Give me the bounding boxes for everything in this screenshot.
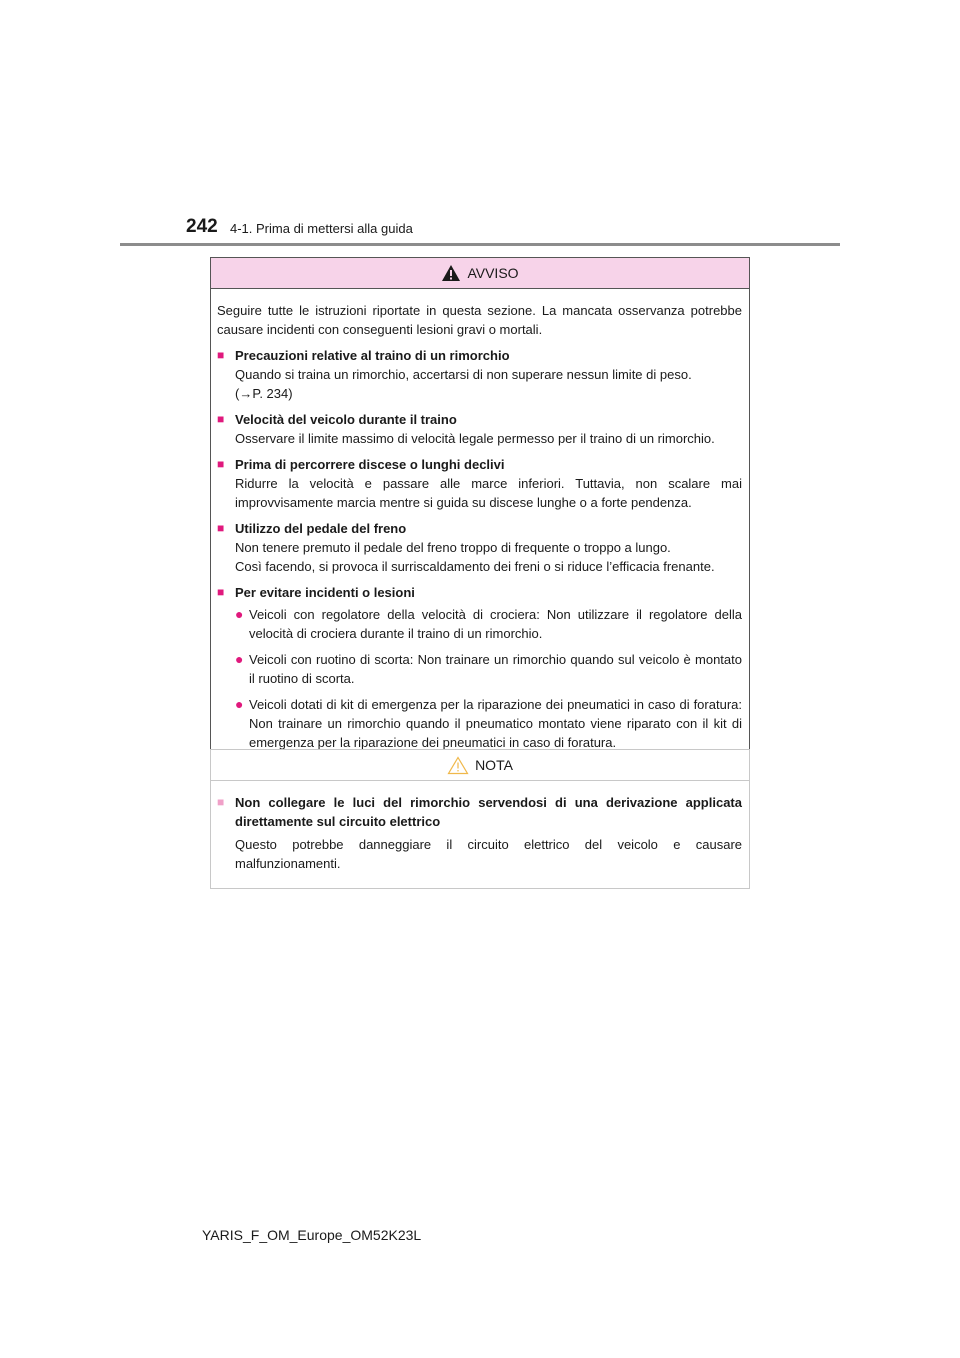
item-title: Utilizzo del pedale del freno: [235, 521, 407, 536]
item-text: Ridurre la velocità e passare alle marce inferiori. Tuttavia, non scalare mai improvvisamente marcia mentre si guida su discese lunghe o a forte pendenza.: [235, 476, 742, 510]
item-text: Osservare il limite massimo di velocità legale permesso per il traino di un rimorchio.: [235, 431, 715, 446]
item-text: Quando si traina un rimorchio, accertarsi di non superare nessun limite di peso.: [235, 367, 692, 382]
warning-header: [211, 258, 749, 289]
item-title: Velocità del veicolo durante il traino: [235, 412, 457, 427]
caution-triangle-icon: [447, 756, 469, 775]
bullet-text: Veicoli con ruotino di scorta: Non trainare un rimorchio quando sul veicolo è montato il ruotino di scorta.: [249, 652, 742, 686]
list-item: [217, 695, 742, 752]
item-title: Per evitare incidenti o lesioni: [235, 585, 415, 600]
warning-item-towing-speed: [217, 410, 742, 448]
list-item: [217, 605, 742, 643]
footer-code: YARIS_F_OM_Europe_OM52K23L: [202, 1227, 422, 1243]
section-title: 4-1. Prima di mettersi alla guida: [230, 221, 413, 236]
round-bullet-icon: ●: [235, 651, 244, 667]
page-reference: (→P. 234): [235, 386, 293, 401]
bullet-text: Veicoli con regolatore della velocità di crociera: Non utilizzare il regolatore della velocità di crociera durante il traino di un rimorchio.: [249, 607, 742, 641]
warning-title: AVVISO: [467, 265, 519, 281]
warning-body: [211, 289, 749, 763]
list-item: [217, 650, 742, 688]
note-body: [211, 781, 749, 888]
square-bullet-icon: ■: [217, 795, 225, 809]
warning-box: [210, 257, 750, 764]
item-text: Non tenere premuto il pedale del freno troppo di frequente o troppo a lungo.: [235, 540, 671, 555]
square-bullet-icon: ■: [217, 412, 225, 426]
square-bullet-icon: ■: [217, 585, 225, 599]
round-bullet-icon: ●: [235, 606, 244, 622]
warning-triangle-icon: [441, 264, 461, 282]
header-rule: [120, 243, 840, 246]
square-bullet-icon: ■: [217, 457, 225, 471]
warning-item-avoid-accidents: [217, 583, 742, 752]
item-title: Precauzioni relative al traino di un rimorchio: [235, 348, 510, 363]
round-bullet-icon: ●: [235, 696, 244, 712]
square-bullet-icon: ■: [217, 521, 225, 535]
page-number: 242: [186, 216, 218, 237]
warning-intro: Seguire tutte le istruzioni riportate in questa sezione. La mancata osservanza potrebbe causare incidenti con conseguenti lesioni gravi o mortali.: [217, 303, 742, 337]
square-bullet-icon: ■: [217, 348, 225, 362]
note-box: [210, 749, 750, 889]
item-text: Così facendo, si provoca il surriscaldamento dei freni o si riduce l’efficacia frenante.: [235, 559, 715, 574]
note-header: [211, 750, 749, 781]
item-title: Prima di percorrere discese o lunghi declivi: [235, 457, 505, 472]
warning-item-brake-pedal: [217, 519, 742, 576]
note-item-text: Questo potrebbe danneggiare il circuito elettrico del veicolo e causare malfunzionamenti.: [235, 837, 742, 871]
note-item-title: Non collegare le luci del rimorchio servendosi di una derivazione applicata direttamente sul circuito elettrico: [235, 795, 742, 829]
note-title: NOTA: [475, 757, 513, 773]
warning-item-towing-precautions: [217, 346, 742, 403]
warning-item-downhill: [217, 455, 742, 512]
bullet-text: Veicoli dotati di kit di emergenza per la riparazione dei pneumatici in caso di foratura: Non trainare un rimorchio quando il pneumatico montato viene riparato con il kit di emergenza per la riparazione dei pneumatici in caso di foratura.: [249, 697, 742, 750]
